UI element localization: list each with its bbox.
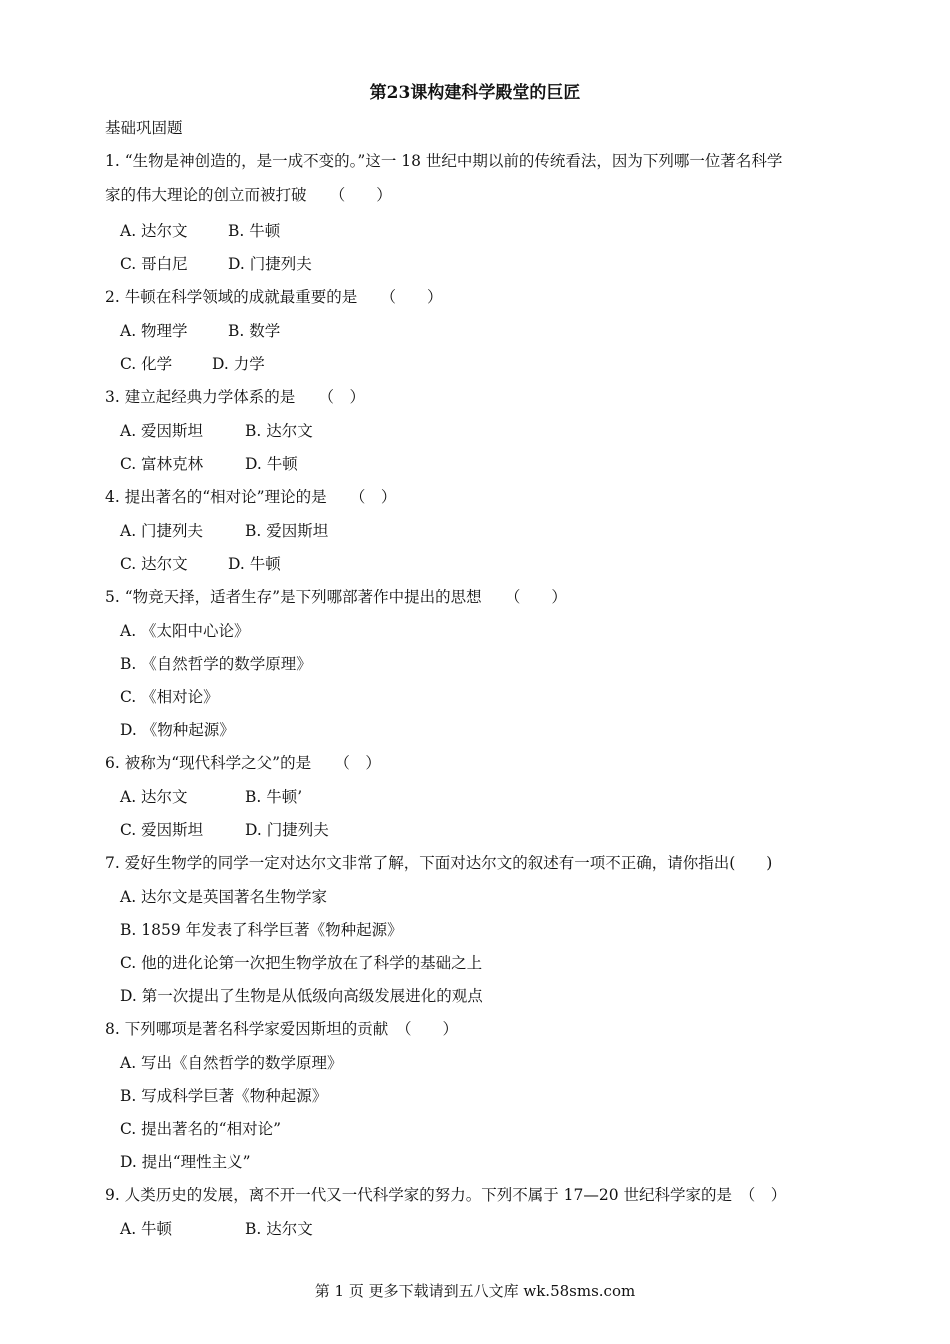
q4-option-d: D. 牛顿 <box>228 555 281 573</box>
q3-option-d: D. 牛顿 <box>245 455 298 473</box>
q6-option-a: A. 达尔文 <box>120 788 188 806</box>
q9-option-a: A. 牛顿 <box>120 1220 173 1238</box>
q8-option-c: C. 提出著名的“相对论” <box>120 1120 282 1138</box>
page-title: 第23课构建科学殿堂的巨匠 <box>369 83 581 103</box>
q4-option-a: A. 门捷列夫 <box>120 522 204 540</box>
q8-option-b: B. 写成科学巨著《物种起源》 <box>120 1087 328 1105</box>
q2-option-a: A. 物理学 <box>120 322 188 340</box>
q2-option-b: B. 数学 <box>228 322 281 340</box>
question-6: 6. 被称为“现代科学之父”的是 （ ） <box>105 754 381 772</box>
q5-option-c: C. 《相对论》 <box>120 688 219 706</box>
page-footer: 第 1 页 更多下载请到五八文库 wk.58sms.com <box>314 1282 636 1300</box>
q3-option-b: B. 达尔文 <box>245 422 313 440</box>
q8-option-a: A. 写出《自然哲学的数学原理》 <box>120 1054 343 1072</box>
question-8: 8. 下列哪项是著名科学家爱因斯坦的贡献 （ ） <box>105 1020 458 1038</box>
q8-option-d: D. 提出“理性主义” <box>120 1153 251 1171</box>
q7-option-c: C. 他的进化论第一次把生物学放在了科学的基础之上 <box>120 954 483 972</box>
question-1: 1. “生物是神创造的，是一成不变的。”这一 18 世纪中期以前的传统看法，因为下列哪一位著名科学 <box>105 152 783 170</box>
question-4: 4. 提出著名的“相对论”理论的是 （ ） <box>105 488 397 506</box>
q1-option-a: A. 达尔文 <box>120 222 188 240</box>
question-7: 7. 爱好生物学的同学一定对达尔文非常了解，下面对达尔文的叙述有一项不正确，请你指出( ) <box>105 854 773 872</box>
q7-option-a: A. 达尔文是英国著名生物学家 <box>120 888 328 906</box>
q3-option-a: A. 爱因斯坦 <box>120 422 204 440</box>
question-3: 3. 建立起经典力学体系的是 （ ） <box>105 388 365 406</box>
q5-option-a: A. 《太阳中心论》 <box>120 622 250 640</box>
q6-option-c: C. 爱因斯坦 <box>120 821 204 839</box>
q1-option-c: C. 哥白尼 <box>120 255 188 273</box>
q4-option-b: B. 爱因斯坦 <box>245 522 329 540</box>
q6-option-d: D. 门捷列夫 <box>245 821 329 839</box>
q1-option-b: B. 牛顿 <box>228 222 281 240</box>
question-1-cont: 家的伟大理论的创立而被打破 （ ） <box>105 186 392 204</box>
question-9: 9. 人类历史的发展，离不开一代又一代科学家的努力。下列不属于 17—20 世纪科学家的是 （ ） <box>105 1186 787 1204</box>
q7-option-d: D. 第一次提出了生物是从低级向高级发展进化的观点 <box>120 987 483 1005</box>
question-5: 5. “物竞天择，适者生存”是下列哪部著作中提出的思想 （ ） <box>105 588 567 606</box>
q4-option-c: C. 达尔文 <box>120 555 188 573</box>
q2-option-c: C. 化学 <box>120 355 173 373</box>
q3-option-c: C. 富林克林 <box>120 455 204 473</box>
q5-option-d: D. 《物种起源》 <box>120 721 235 739</box>
section-heading: 基础巩固题 <box>105 119 183 137</box>
q9-option-b: B. 达尔文 <box>245 1220 313 1238</box>
q2-option-d: D. 力学 <box>212 355 265 373</box>
question-2: 2. 牛顿在科学领域的成就最重要的是 （ ） <box>105 288 443 306</box>
q1-option-d: D. 门捷列夫 <box>228 255 312 273</box>
q6-option-b: B. 牛顿’ <box>245 788 303 806</box>
q5-option-b: B. 《自然哲学的数学原理》 <box>120 655 312 673</box>
q7-option-b: B. 1859 年发表了科学巨著《物种起源》 <box>120 921 403 939</box>
